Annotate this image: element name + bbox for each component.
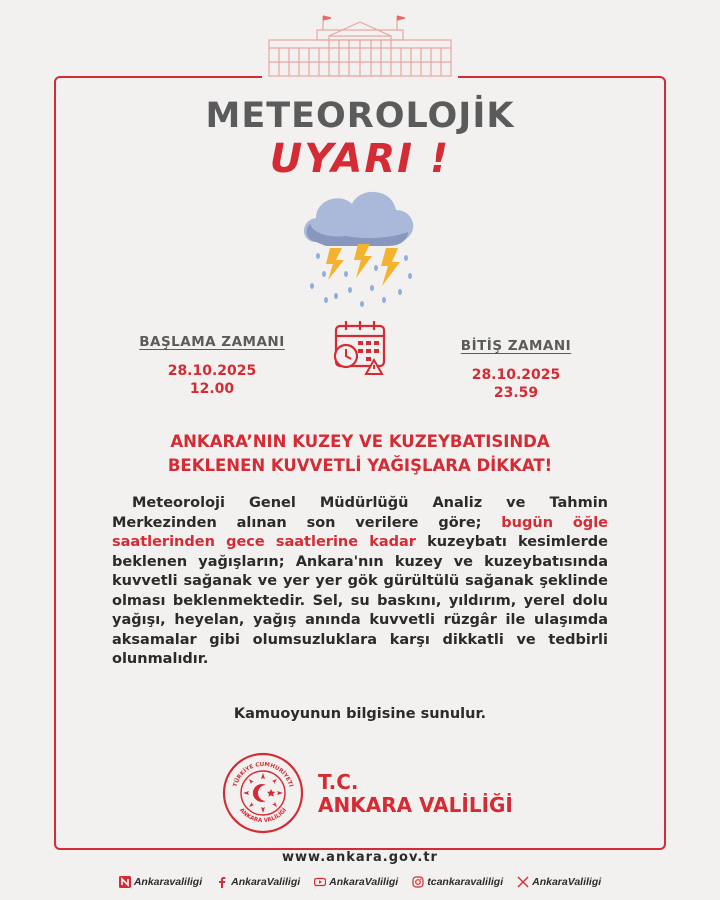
- youtube-icon: [314, 876, 326, 888]
- end-label: BİTİŞ ZAMANI: [460, 338, 572, 354]
- social-handle: Ankaravaliligi: [133, 876, 203, 888]
- headline-line2: BEKLENEN KUVVETLİ YAĞIŞLARA DİKKAT!: [167, 456, 553, 475]
- end-time-block: [416, 338, 616, 402]
- x-icon: [517, 876, 529, 888]
- body-part1: Meteoroloji Genel Müdürlüğü Analiz ve Tahmin Merkezinden alınan son verilere göre;: [112, 495, 608, 531]
- storm-cloud-icon: [296, 182, 424, 312]
- social-instagram[interactable]: [412, 876, 503, 888]
- calendar-clock-icon: [330, 318, 390, 376]
- title-line2: UYARI !: [269, 136, 451, 182]
- social-facebook[interactable]: [216, 876, 300, 888]
- alert-body: [112, 494, 608, 670]
- title-line1: METEOROLOJİK: [205, 96, 515, 136]
- org-line2: ANKARA VALİLİĞİ: [318, 793, 513, 817]
- website-row: [0, 846, 720, 865]
- government-building-icon: [265, 6, 455, 78]
- start-time: 12.00: [189, 381, 235, 397]
- start-time-block: [112, 334, 312, 398]
- nsosyal-icon: [119, 876, 131, 888]
- social-x[interactable]: [517, 876, 601, 888]
- start-date: 28.10.2025: [167, 363, 257, 379]
- social-handle: AnkaraValiligi: [231, 876, 301, 888]
- social-nsosyal[interactable]: [119, 876, 202, 888]
- public-notice: Kamuoyunun bilgisine sunulur.: [233, 706, 487, 722]
- facebook-icon: [216, 876, 228, 888]
- website-link[interactable]: www.ankara.gov.tr: [272, 850, 448, 865]
- end-time: 23.59: [493, 385, 539, 401]
- org-line1: T.C.: [318, 770, 359, 794]
- social-youtube[interactable]: [314, 876, 398, 888]
- alert-headline: [0, 430, 720, 478]
- seal-top-text: TÜRKİYE CUMHURİYETİ: [232, 761, 294, 788]
- governorship-seal-icon: [222, 752, 304, 834]
- instagram-icon: [412, 876, 424, 888]
- seal-bottom-text: ANKARA VALİLİĞİ: [237, 807, 289, 825]
- headline-line1: ANKARA’NIN KUZEY VE KUZEYBATISINDA: [170, 432, 550, 451]
- end-date: 28.10.2025: [471, 367, 561, 383]
- start-label: BAŞLAMA ZAMANI: [139, 334, 285, 350]
- social-links: [0, 876, 720, 888]
- social-handle: AnkaraValiligi: [532, 876, 602, 888]
- body-highlight: bugün öğle saatlerinden gece saatlerine kadar: [112, 514, 608, 550]
- body-part2: kuzeybatı kesimlerde beklenen yağışların; Ankara'nın kuzey ve kuzeybatısında kuvvetli sağanak ve yer yer gök gürültülü sağanak şeklinde olması beklenmektedir. Sel, su baskını, yıldırım, yerel dolu yağışı, heyelan, yağış anında kuvvetli rüzgâr ile ulaşımda aksamalar gibi olumsuzluklara karşı dikkatli ve tedbirli olunmalıdır.: [112, 534, 608, 667]
- social-handle: AnkaraValiligi: [329, 876, 399, 888]
- social-handle: tcankaravaliligi: [427, 876, 504, 888]
